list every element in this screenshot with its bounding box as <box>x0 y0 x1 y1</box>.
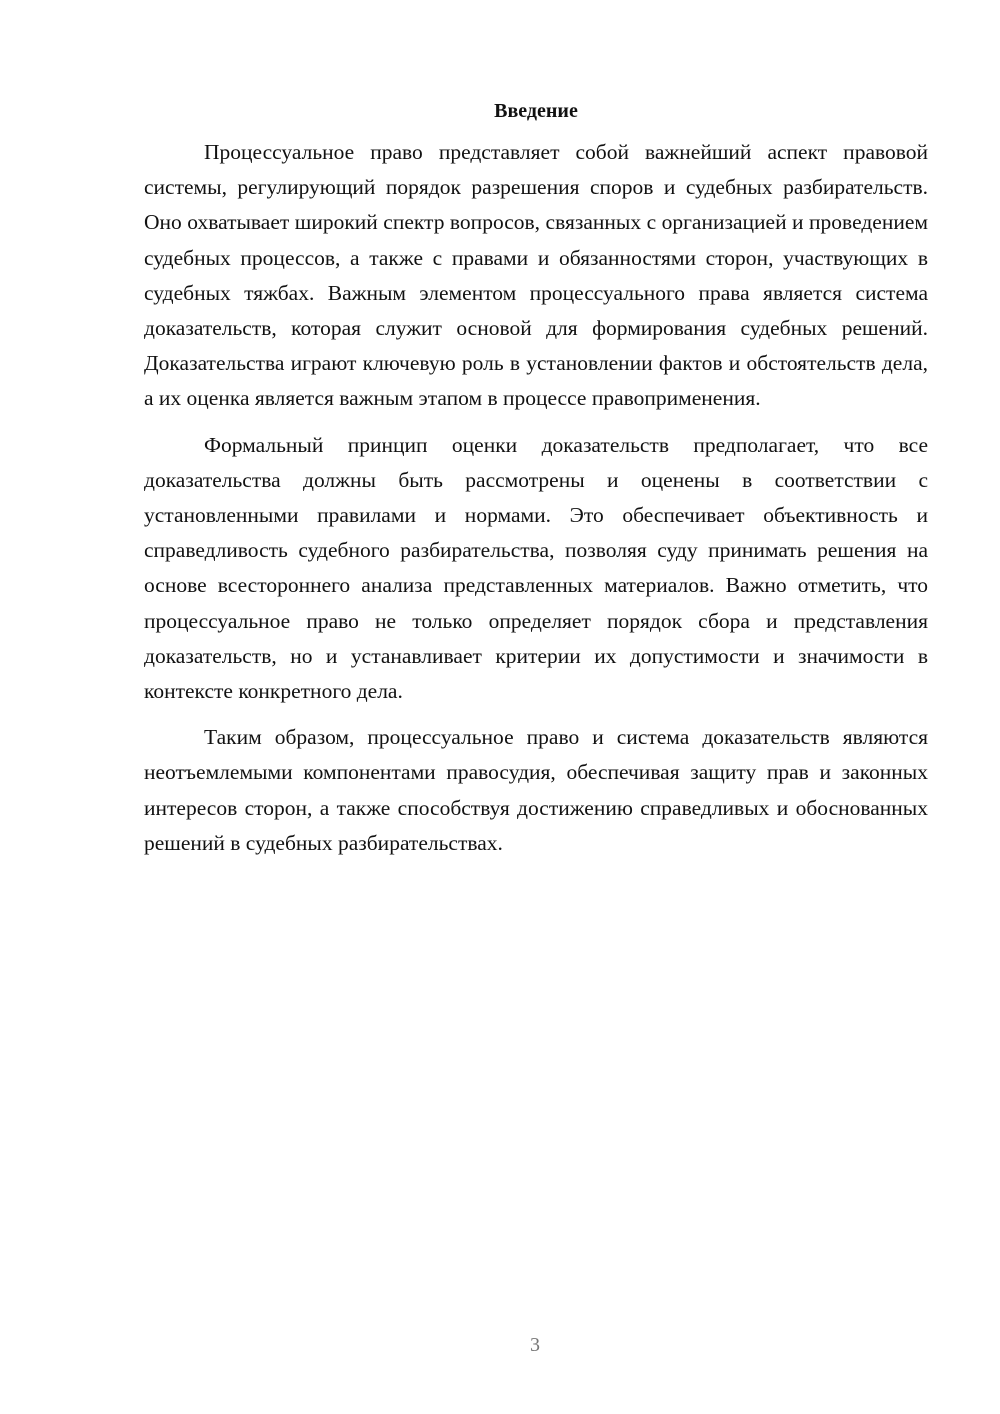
page-content <box>144 97 928 861</box>
page-number: 3 <box>530 1334 540 1356</box>
paragraph-2: Формальный принцип оценки доказательств предполагает, что все доказательства должны быть рассмотрены и оценены в соответствии с установленными правилами и нормами. Это обеспечивает объективность и справедливость судебного разбирательства, позволяя суду принимать решения на основе всестороннего анализа представленных материалов. Важно отметить, что процессуальное право не только определяет порядок сбора и представления доказательств, но и устанавливает критерии их допустимости и значимости в контексте конкретного дела. <box>144 432 928 704</box>
paragraph-3: Таким образом, процессуальное право и система доказательств являются неотъемлемыми компонентами правосудия, обеспечивая защиту прав и законных интересов сторон, а также способствуя достижению справедливых и обоснованных решений в судебных разбирательствах. <box>144 725 928 855</box>
page-title: Введение <box>494 100 578 122</box>
paragraph-1: Процессуальное право представляет собой важнейший аспект правовой системы, регулирующий порядок разрешения споров и судебных разбирательств. Оно охватывает широкий спектр вопросов, связанных с организацией и проведением судебных процессов, а также с правами и обязанностями сторон, участвующих в судебных тяжбах. Важным элементом процессуального права является система доказательств, которая служит основой для формирования судебных решений. Доказательства играют ключевую роль в установлении фактов и обстоятельств дела, а их оценка является важным этапом в процессе правоприменения. <box>144 140 928 411</box>
